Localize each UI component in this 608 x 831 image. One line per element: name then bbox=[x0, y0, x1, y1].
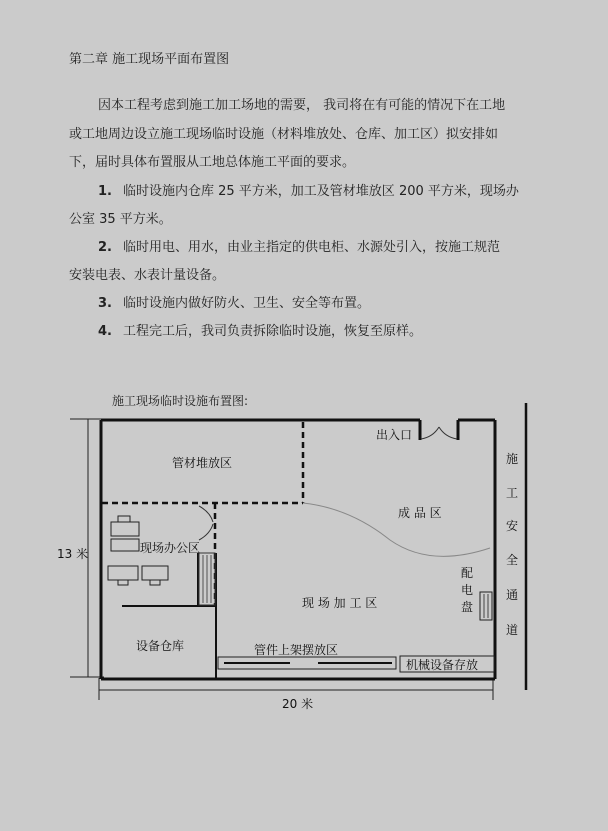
item-4-line-1: 工程完工后，我司负责拆除临时设施，恢复至原样。 bbox=[123, 324, 423, 339]
passage-label-3: 安 bbox=[506, 519, 519, 533]
item-1-number: 1. bbox=[98, 184, 112, 199]
finished-area-boundary bbox=[303, 503, 490, 556]
passage-label-4: 全 bbox=[506, 553, 519, 567]
passage-label-5: 通 bbox=[506, 588, 519, 602]
height-dimension-label: 13 米 bbox=[57, 547, 89, 561]
entrance-door-icon bbox=[421, 427, 457, 439]
item-2-line-1: 临时用电、用水，由业主指定的供电柜、水源处引入，按施工规范 bbox=[123, 240, 501, 255]
intro-line-1: 因本工程考虑到施工加工场地的需要， 我司将在有可能的情况下在工地 bbox=[98, 98, 506, 113]
item-3-line-1: 临时设施内做好防火、卫生、安全等布置。 bbox=[123, 296, 371, 311]
item-1-line-2: 公室 35 平方米。 bbox=[69, 212, 172, 227]
diagram-caption: 施工现场临时设施布置图: bbox=[112, 394, 249, 408]
pipe-storage-label: 管材堆放区 bbox=[172, 456, 233, 470]
intro-line-3: 下，届时具体布置服从工地总体施工平面的要求。 bbox=[69, 155, 356, 170]
item-2-line-2: 安装电表、水表计量设备。 bbox=[69, 268, 226, 283]
finished-area-label: 成 品 区 bbox=[398, 506, 442, 520]
switchboard-label-2: 电 bbox=[461, 583, 474, 597]
machine-storage-label: 机械设备存放 bbox=[406, 658, 479, 672]
passage-label-2: 工 bbox=[506, 486, 519, 500]
switchboard-icon bbox=[480, 592, 492, 620]
entrance-label: 出入口 bbox=[376, 428, 413, 442]
passage-label-6: 道 bbox=[506, 623, 519, 637]
office-cabinet-lines bbox=[203, 555, 211, 603]
item-3-number: 3. bbox=[98, 296, 112, 311]
processing-area-label: 现 场 加 工 区 bbox=[302, 596, 378, 610]
intro-line-2: 或工地周边设立施工现场临时设施（材料堆放处、仓库、加工区）拟安排如 bbox=[69, 127, 499, 142]
switchboard-label-3: 盘 bbox=[461, 600, 474, 614]
chapter-title: 第二章 施工现场平面布置图 bbox=[69, 52, 230, 67]
item-4-number: 4. bbox=[98, 324, 112, 339]
pipe-rack-label: 管件上架摆放区 bbox=[254, 643, 339, 657]
warehouse-label: 设备仓库 bbox=[136, 639, 185, 653]
item-2-number: 2. bbox=[98, 240, 112, 255]
width-dimension-label: 20 米 bbox=[282, 697, 314, 711]
passage-label-1: 施 bbox=[506, 452, 519, 466]
office-label: 现场办公区 bbox=[140, 541, 201, 555]
switchboard-label-1: 配 bbox=[461, 566, 474, 580]
item-1-line-1: 临时设施内仓库 25 平方米，加工及管材堆放区 200 平方米，现场办 bbox=[123, 184, 519, 199]
office-door-icon bbox=[199, 506, 213, 540]
